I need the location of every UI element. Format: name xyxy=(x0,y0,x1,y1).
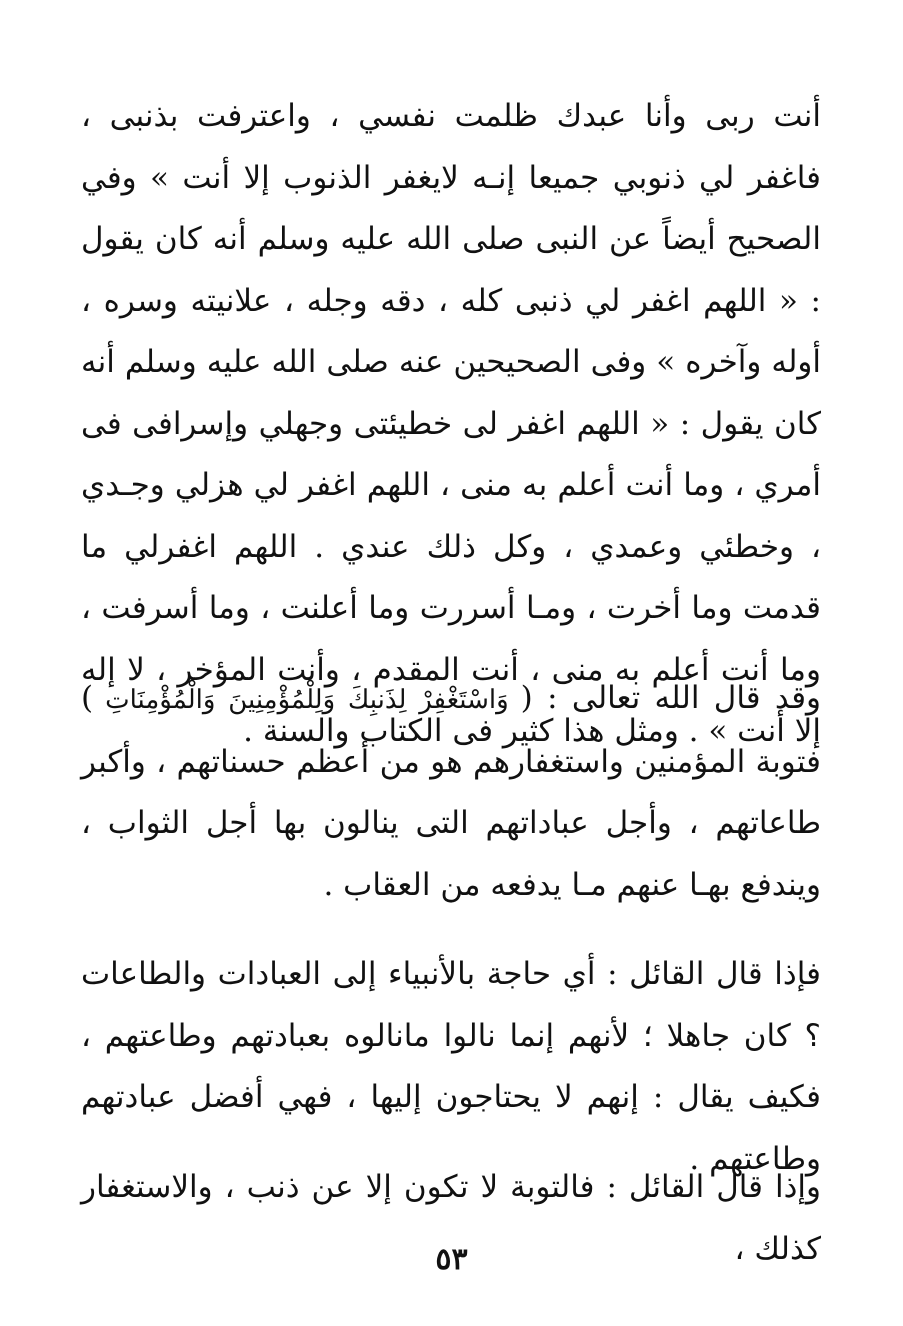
paragraph-4: وإذا قال القائل : فالتوبة لا تكون إلا عن ذنب ، والاستغفار كذلك ، xyxy=(81,1169,821,1267)
paragraph-1: أنت ربى وأنا عبدك ظلمت نفسي ، واعترفت بذنبى ، فاغفر لي ذنوبي جميعا إنـه لايغفر الذنوب إلا أنت » وفي الصحيح أيضاً عن النبى صلى الله عليه وسلم أنه كان يقول : « اللهم اغفر لي ذنبى كله ، دقه وجله ، علانيته وسره ، أوله وآخره » وفى الصحيحين عنه صلى الله عليه وسلم أنه كان يقول : « اللهم اغفر لى خطيئتى وجهلي وإسرافى فى أمري ، وما أنت أعلم به منى ، اللهم اغفر لي هزلي وجـدي ، وخطئي وعمدي ، وكل ذلك عندي . اللهم اغفرلي ما قدمت وما أخرت ، ومـا أسررت وما أعلنت ، وما أسرفت ، وما أنت أعلم به منى ، أنت المقدم ، وأنت المؤخر ، لا إله إلا أنت » . ومثل هذا كثير فى الكتاب والسنة . xyxy=(81,98,821,749)
verse-open-bracket: ( xyxy=(520,680,533,716)
paragraph-2-body: فتوبة المؤمنين واستغفارهم هو من أعظم حسناتهم ، وأكبر طاعاتهم ، وأجل عباداتهم التى ينالون بها أجل الثواب ، ويندفع بهـا عنهم مـا يدفعه من العقاب . xyxy=(81,743,821,903)
verse-close-bracket: ) xyxy=(81,680,94,716)
quran-verse: وَاسْتَغْفِرْ لِذَنبِكَ وَلِلْمُؤْمِنِينَ وَالْمُؤْمِنَاتِ xyxy=(105,685,509,715)
paragraph-3: فإذا قال القائل : أي حاجة بالأنبياء إلى العبادات والطاعات ؟ كان جاهلا ؛ لأنهم إنما نالوا مانالوه بعبادتهم وطاعتهم ، فكيف يقال : إنهم لا يحتاجون إليها ، فهي أفضل عبادتهم وطاعتهم . xyxy=(81,956,821,1177)
page-number: ٥٣ xyxy=(435,1242,468,1277)
paragraph-2-intro: وقد قال الله تعالى : xyxy=(547,680,821,716)
paragraph-2 xyxy=(81,668,821,916)
